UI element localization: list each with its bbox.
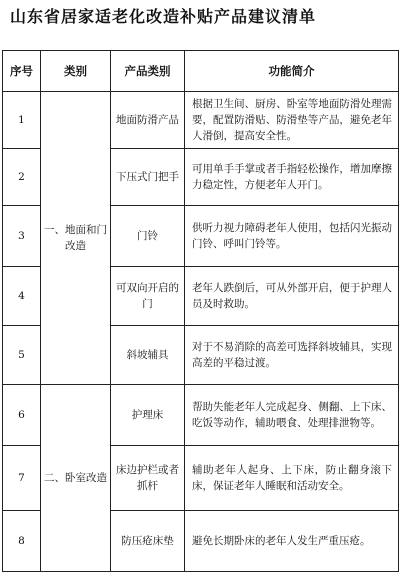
header-product-type: 产品类别	[111, 51, 185, 92]
row-number: 5	[3, 326, 41, 385]
category-bedroom: 二、卧室改造	[41, 385, 111, 572]
product-name: 门铃	[111, 206, 185, 267]
product-description: 老年人跌倒后，可从外部开启，便于护理人员及时救助。	[185, 267, 399, 326]
product-description: 对于不易消除的高差可选择斜坡辅具，实现高差的平稳过渡。	[185, 326, 399, 385]
row-number: 8	[3, 511, 41, 572]
product-name: 护理床	[111, 385, 185, 446]
header-function-description: 功能简介	[185, 51, 399, 92]
document-title: 山东省居家适老化改造补贴产品建议清单	[10, 7, 317, 26]
product-description: 供听力视力障碍老年人使用，包括闪光振动门铃、呼叫门铃等。	[185, 206, 399, 267]
table-header-row	[3, 51, 399, 92]
product-name: 可双向开启的门	[111, 267, 185, 326]
product-description: 避免长期卧床的老年人发生严重压疮。	[185, 511, 399, 572]
row-number: 2	[3, 149, 41, 206]
category-floor-and-door: 一、地面和门改造	[41, 92, 111, 385]
product-name: 床边护栏或者抓杆	[111, 446, 185, 511]
product-description: 根据卫生间、厨房、卧室等地面防滑处理需要，配置防滑贴、防滑垫等产品，避免老年人滑倒，提高安全性。	[185, 92, 399, 149]
product-name: 防压疮床垫	[111, 511, 185, 572]
product-list-table	[2, 50, 399, 572]
product-name: 斜坡辅具	[111, 326, 185, 385]
row-number: 3	[3, 206, 41, 267]
row-number: 6	[3, 385, 41, 446]
table-row	[3, 385, 399, 446]
row-number: 7	[3, 446, 41, 511]
product-description: 帮助失能老年人完成起身、侧翻、上下床、吃饭等动作，辅助喂食、处理排泄物等。	[185, 385, 399, 446]
table-row	[3, 92, 399, 149]
product-name: 地面防滑产品	[111, 92, 185, 149]
header-category: 类别	[41, 51, 111, 92]
header-serial-number: 序号	[3, 51, 41, 92]
product-name: 下压式门把手	[111, 149, 185, 206]
row-number: 4	[3, 267, 41, 326]
row-number: 1	[3, 92, 41, 149]
product-description: 辅助老年人起身、上下床，防止翻身滚下床，保证老年人睡眠和活动安全。	[185, 446, 399, 511]
product-description: 可用单手手掌或者手指轻松操作，增加摩擦力稳定性，方便老年人开门。	[185, 149, 399, 206]
